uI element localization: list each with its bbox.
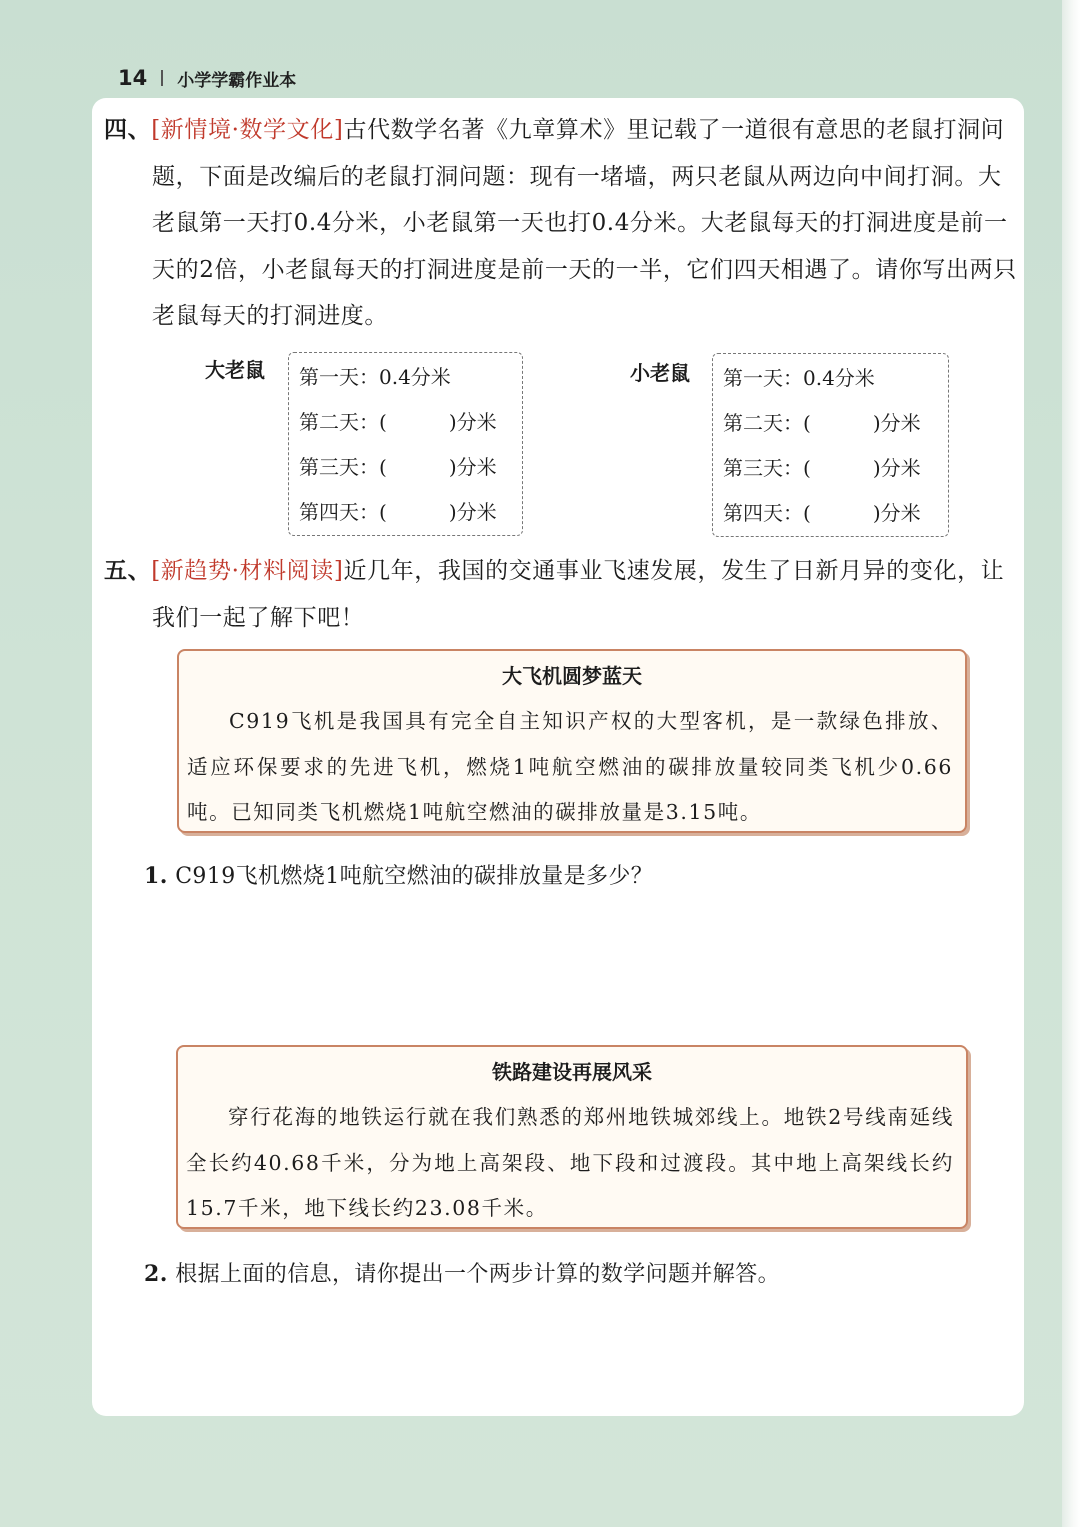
page-number: 14 — [118, 66, 148, 90]
page-header — [118, 62, 296, 94]
question-4 — [104, 107, 1018, 340]
question-5-text: 近几年，我国的交通事业飞速发展，发生了日新月异的变化，让我们一起了解下吧！ — [152, 558, 1005, 631]
big-rat-day-4: 第四天：( )分米 — [299, 500, 497, 524]
reading-box-railway-body: 穿行花海的地铁运行就在我们熟悉的郑州地铁城郊线上。地铁2号线南延线全长约40.68千米，分为地上高架段、地下段和过渡段。其中地上高架线长约15.7千米，地下线长约23.08千米。 — [186, 1105, 954, 1220]
big-rat-day-1: 第一天：0.4分米 — [299, 365, 451, 389]
page-edge — [1062, 0, 1080, 1527]
question-5-tag: [新趋势·材料阅读] — [151, 558, 344, 584]
small-rat-day-1: 第一天：0.4分米 — [723, 366, 875, 390]
small-rat-day-3: 第三天：( )分米 — [723, 456, 921, 480]
answer-area-1[interactable] — [144, 900, 1004, 1030]
reading-box-railway — [176, 1045, 968, 1229]
question-5 — [104, 548, 1018, 641]
big-rat-label: 大老鼠 — [205, 358, 265, 382]
header-divider — [161, 70, 163, 86]
question-5-number: 五、 — [104, 557, 152, 584]
sub-question-2-text: 根据上面的信息，请你提出一个两步计算的数学问题并解答。 — [175, 1262, 780, 1287]
question-4-text: 古代数学名著《九章算术》里记载了一道很有意思的老鼠打洞问题，下面是改编后的老鼠打洞问题：现有一堵墙，两只老鼠从两边向中间打洞。大老鼠第一天打0.4分米，小老鼠第一天也打0.4分米。大老鼠每天的打洞进度是前一天的2倍，小老鼠每天的打洞进度是前一天的一半，它们四天相遇了。请你写出两只老鼠每天的打洞进度。 — [152, 117, 1017, 329]
sub-question-1-number: 1. — [144, 863, 168, 889]
book-title: 小学学霸作业本 — [177, 70, 297, 91]
reading-box-railway-title: 铁路建设再展风采 — [492, 1060, 652, 1084]
small-rat-label: 小老鼠 — [630, 361, 690, 385]
big-rat-box — [288, 352, 523, 536]
small-rat-day-2: 第二天：( )分米 — [723, 411, 921, 435]
question-4-number: 四、 — [104, 116, 152, 143]
reading-box-airplane-body: C919飞机是我国具有完全自主知识产权的大型客机，是一款绿色排放、适应环保要求的先进飞机，燃烧1吨航空燃油的碳排放量较同类飞机少0.66吨。已知同类飞机燃烧1吨航空燃油的碳排放量是3.15吨。 — [187, 709, 953, 824]
big-rat-day-3: 第三天：( )分米 — [299, 455, 497, 479]
reading-box-airplane-title: 大飞机圆梦蓝天 — [502, 664, 642, 688]
sub-question-2-number: 2. — [144, 1261, 168, 1287]
sub-question-2 — [144, 1254, 1004, 1295]
small-rat-box — [712, 353, 949, 537]
small-rat-day-4: 第四天：( )分米 — [723, 501, 921, 525]
reading-box-airplane — [177, 649, 967, 833]
question-4-tag: [新情境·数学文化] — [151, 117, 344, 143]
big-rat-day-2: 第二天：( )分米 — [299, 410, 497, 434]
sub-question-1 — [144, 856, 1004, 897]
answer-area-2[interactable] — [144, 1298, 1004, 1406]
sub-question-1-text: C919飞机燃烧1吨航空燃油的碳排放量是多少？ — [175, 864, 654, 889]
